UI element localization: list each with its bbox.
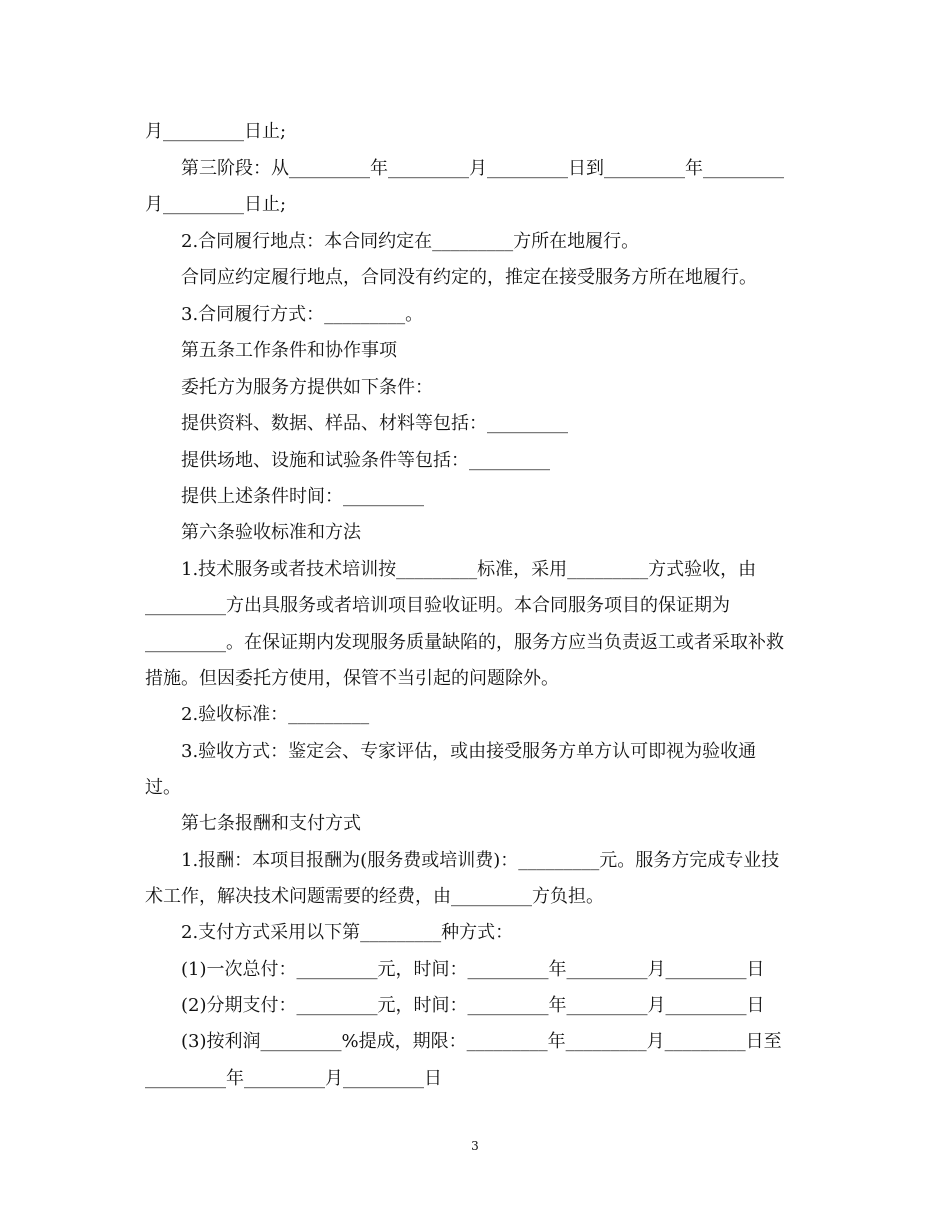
text-line: 合同应约定履行地点，合同没有约定的，推定在接受服务方所在地履行。	[181, 267, 757, 288]
text-line: _________方出具服务或者培训项目验收证明。本合同服务项目的保证期为	[145, 595, 730, 616]
text-line: (2)分期支付：_________元，时间：_________年_________月_________日	[181, 995, 765, 1016]
page-number: 3	[471, 1139, 479, 1153]
text-line: 1.技术服务或者技术培训按_________标准，采用_________方式验收，由	[181, 559, 757, 580]
section-heading: 第七条报酬和支付方式	[181, 813, 361, 834]
text-line: 2.验收标准：_________	[181, 704, 370, 725]
text-line: 3.合同履行方式：_________。	[181, 304, 424, 325]
text-line: 1.报酬：本项目报酬为(服务费或培训费)：_________元。服务方完成专业技	[181, 850, 780, 871]
text-line: 3.验收方式：鉴定会、专家评估，或由接受服务方单方认可即视为验收通	[181, 741, 757, 762]
text-line: 委托方为服务方提供如下条件：	[181, 377, 433, 398]
text-line: 提供资料、数据、样品、材料等包括：_________	[181, 413, 568, 434]
text-line: 提供上述条件时间：_________	[181, 486, 424, 507]
text-line: (3)按利润_________%提成，期限：_________年_________月_________日至	[181, 1031, 782, 1052]
text-line: 提供场地、设施和试验条件等包括：_________	[181, 450, 550, 471]
text-line: 第三阶段：从_________年_________月_________日到_________年_________	[181, 158, 784, 179]
text-line: 2.支付方式采用以下第_________种方式：	[181, 922, 514, 943]
text-line: (1)一次总付：_________元，时间：_________年_________月_________日	[181, 959, 765, 980]
text-line: 术工作，解决技术问题需要的经费，由_________方负担。	[145, 886, 604, 907]
text-line: 月_________日止;	[145, 121, 287, 142]
text-line: 过。	[145, 777, 181, 798]
text-line: 月_________日止;	[145, 194, 287, 215]
text-line: 措施。但因委托方使用，保管不当引起的问题除外。	[145, 668, 559, 689]
section-heading: 第五条工作条件和协作事项	[181, 340, 397, 361]
text-line: _________年_________月_________日	[145, 1068, 442, 1089]
text-line: _________。在保证期内发现服务质量缺陷的，服务方应当负责返工或者采取补救	[145, 632, 784, 653]
section-heading: 第六条验收标准和方法	[181, 522, 361, 543]
text-line: 2.合同履行地点：本合同约定在_________方所在地履行。	[181, 231, 640, 252]
